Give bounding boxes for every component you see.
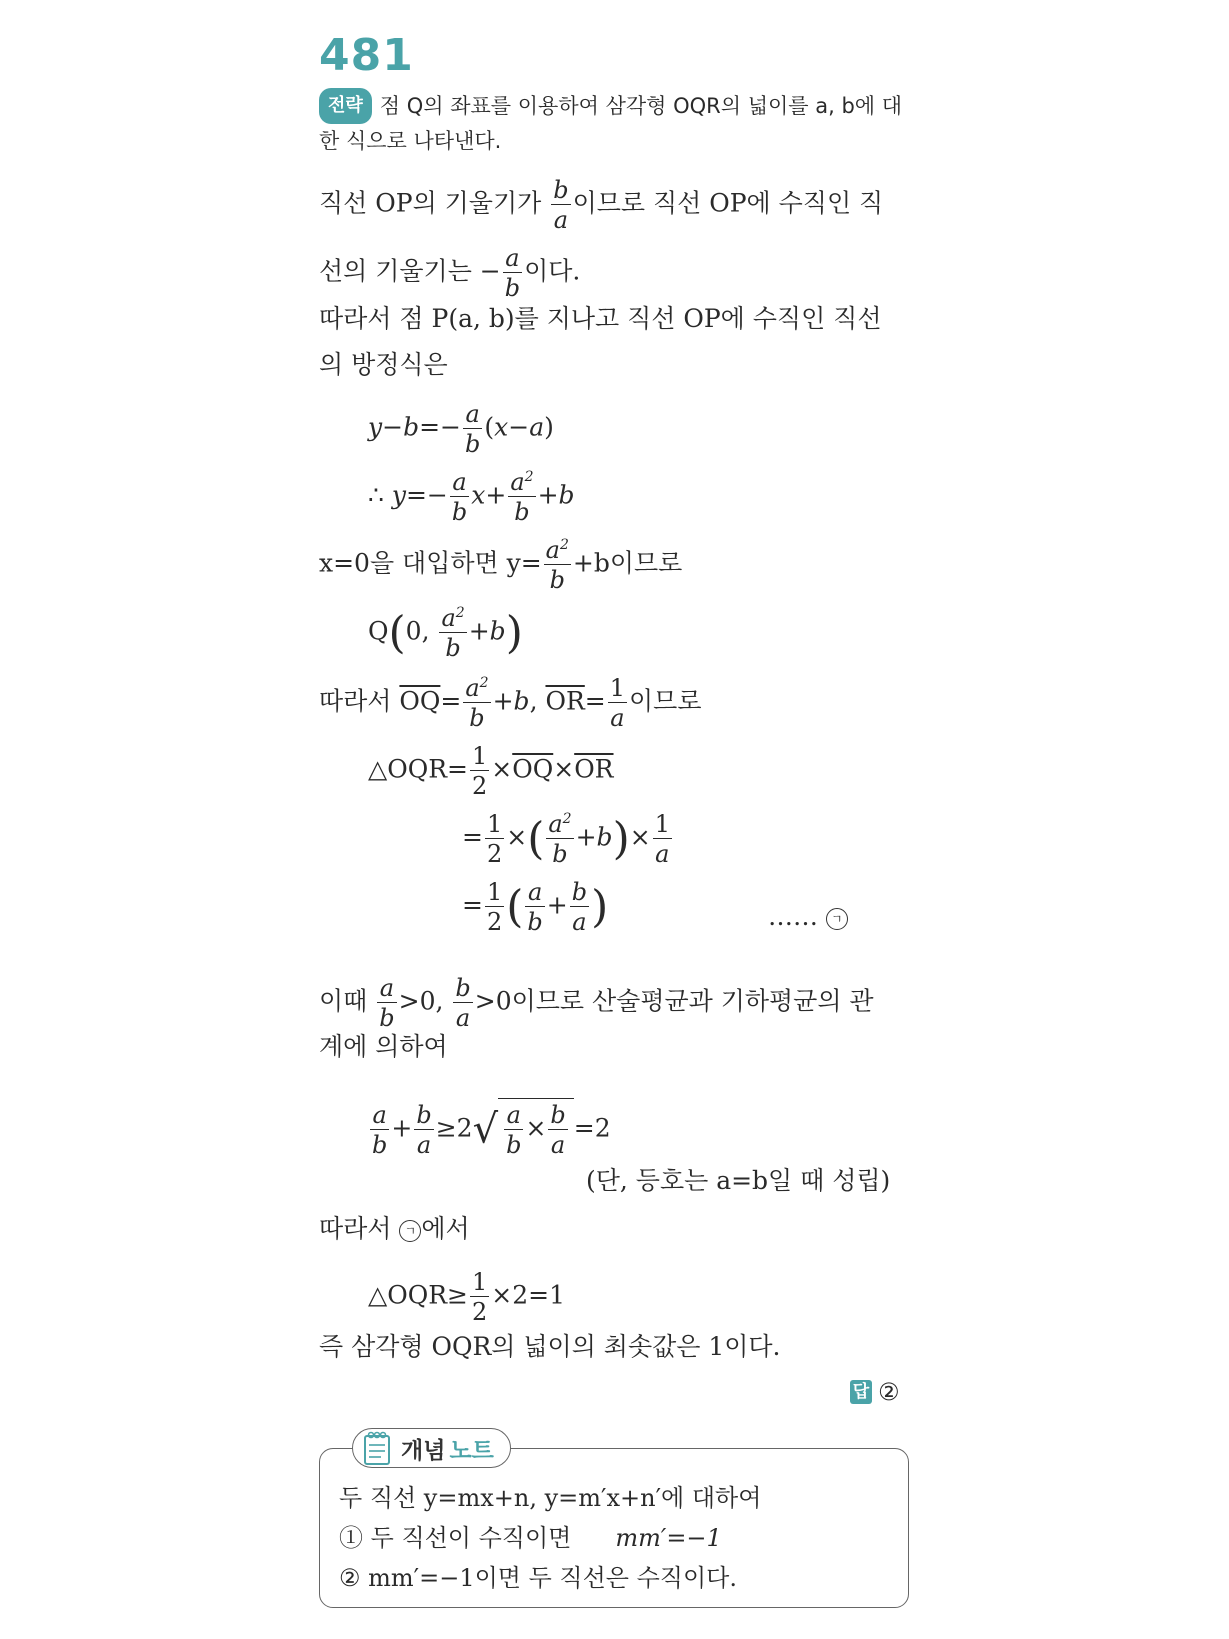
paragraph-by: 계에 의하여 (319, 1032, 448, 1061)
strategy-line-2: 한 식으로 나타낸다. (319, 129, 502, 153)
strategy-badge: 전략 (319, 88, 372, 124)
inequality-am-gm: $\frac{a}{b}$ + $\frac{b}{a}$ ≥2√ $\frac{a}{b}$ × $\frac{b}{a}$ =2 (368, 1098, 611, 1157)
note-line-2-text: ① 두 직선이 수직이면 (339, 1524, 572, 1552)
paragraph-am-gm: 이때 $\frac{a}{b}$ >0, $\frac{b}{a}$ >0이므로 산술평균과 기하평균의 관 (319, 974, 874, 1032)
paragraph-slope (319, 178, 883, 232)
paragraph-lengths: 따라서 $\overline{OQ}=$ $\frac{a^2}{b}$ +b, $\overline{OR}=$ $\frac{1}{a}$ 이므로 (319, 674, 702, 732)
notepad-icon (361, 1430, 395, 1466)
point-q: Q(0, $\frac{a^2}{b}$ +b) (368, 604, 523, 662)
note-title-concept: 개념 (401, 1437, 446, 1464)
equality-condition: (단, 등호는 a=b일 때 성립) (586, 1166, 891, 1195)
note-line-1: 두 직선 y=mx+n, y=m′x+n′에 대하여 (339, 1484, 762, 1512)
note-line-2 (339, 1522, 722, 1554)
note-title-note: 노트 (449, 1437, 494, 1464)
circled-giyeok-ref-icon: ㄱ (399, 1220, 421, 1242)
strategy-line-1: 점 Q의 좌표를 이용하여 삼각형 OQR의 넓이를 a, b에 대 (379, 94, 903, 118)
circled-giyeok-icon: ㄱ (826, 908, 848, 930)
paragraph-from-giyeok (319, 1212, 470, 1246)
text-am-gm-relation: 이므로 산술평균과 기하평균의 관 (511, 986, 874, 1016)
area-line-1: △OQR= $\frac{1}{2}$ $\times\overline{OQ}\times\overline{OR}$ (368, 742, 614, 800)
concept-note-tab (352, 1428, 511, 1468)
problem-number: 481 (319, 30, 414, 81)
paragraph-perp-slope (319, 246, 580, 300)
fraction-b-over-a: $\frac{b}{a}$ (553, 176, 569, 234)
marker-giyeok (768, 900, 848, 934)
text-plus-b: +b이므로 (572, 548, 683, 578)
equation-line-1: y−b=− $\frac{a}{b}$ (x−a) (368, 400, 554, 458)
text-therefore-2: 따라서 (319, 1214, 392, 1243)
text-therefore: 따라서 (319, 686, 392, 716)
note-line-2-formula: mm′=−1 (615, 1524, 722, 1552)
text-perp-slope: 선의 기울기는 − (319, 256, 501, 286)
paragraph-therefore: 따라서 점 P(a, b)를 지나고 직선 OP에 수직인 직선 (319, 304, 882, 333)
paragraph-substitute: x=0을 대입하면 y= $\frac{a^2}{b}$ +b이므로 (319, 536, 683, 594)
note-line-3: ② mm′=−1이면 두 직선은 수직이다. (339, 1564, 737, 1592)
answer-value: ② (878, 1378, 900, 1406)
text-slope-of-op: 직선 OP의 기울기가 (319, 188, 542, 218)
strategy-text (319, 88, 919, 158)
text-now: 이때 (319, 986, 368, 1016)
paragraph-equation-intro: 의 방정식은 (319, 350, 448, 379)
text-substitute: x=0을 대입하면 y= (319, 548, 542, 578)
area-line-2: = $\frac{1}{2}$ ×( $\frac{a^2}{b}$ +b)× $\frac{1}{a}$ (462, 810, 670, 868)
equation-line-2: ∴ y=− $\frac{a}{b}$ x+ $\frac{a^2}{b}$ +b (368, 468, 575, 526)
text-from: 에서 (421, 1214, 470, 1243)
text-since: 이므로 (629, 686, 702, 716)
conclusion: 즉 삼각형 OQR의 넓이의 최솟값은 1이다. (319, 1332, 781, 1361)
dots: …… (768, 902, 818, 931)
area-line-3: = $\frac{1}{2}$ ( $\frac{a}{b}$ + $\frac{b}{a}$ ) (462, 878, 609, 936)
final-inequality: △OQR≥ $\frac{1}{2}$ ×2=1 (368, 1268, 565, 1326)
answer-badge: 답 (850, 1380, 872, 1404)
text-perpendicular: 이므로 직선 OP에 수직인 직 (572, 188, 884, 218)
answer (850, 1378, 900, 1406)
fraction-a-over-b: $\frac{a}{b}$ (504, 244, 521, 302)
text-is: 이다. (524, 256, 581, 286)
